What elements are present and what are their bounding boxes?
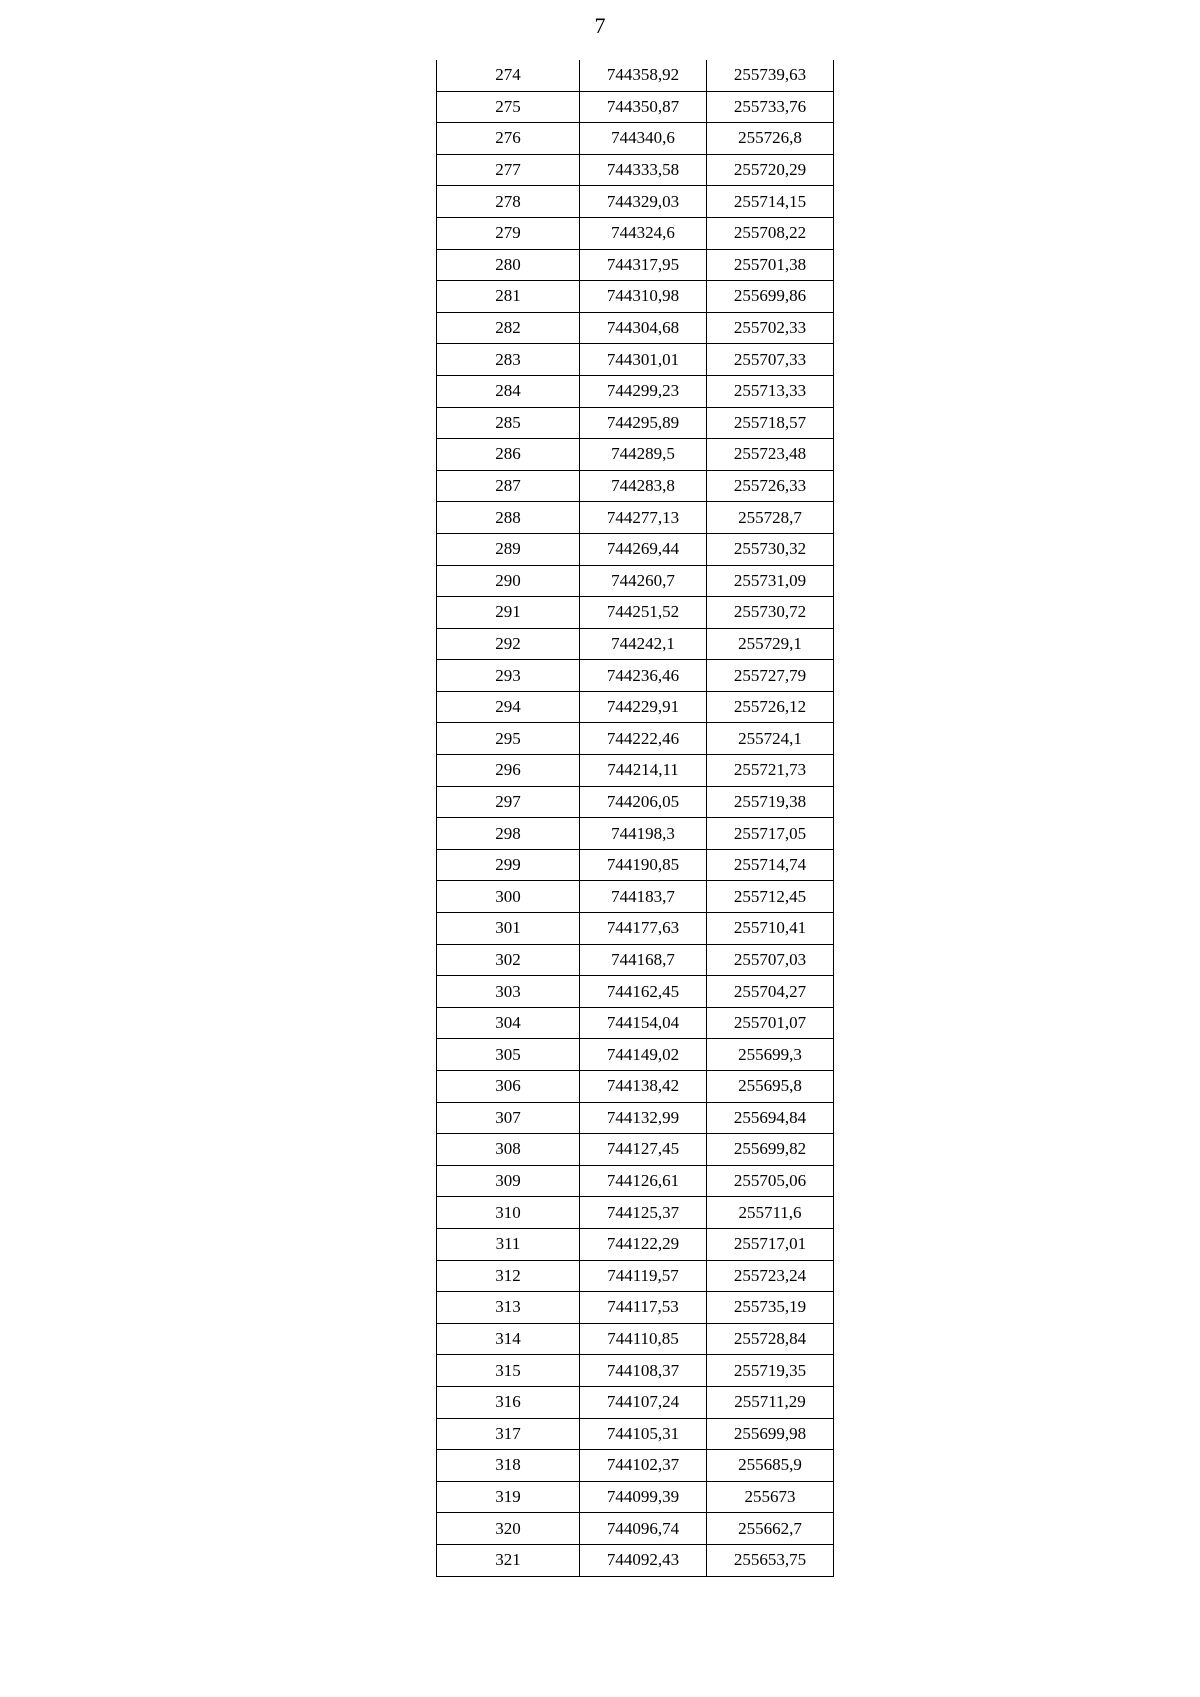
x-coordinate-cell: 744096,74 [580, 1513, 707, 1545]
point-number-cell: 282 [437, 312, 580, 344]
x-coordinate-cell: 744242,1 [580, 628, 707, 660]
x-coordinate-cell: 744283,8 [580, 470, 707, 502]
table-row [437, 755, 834, 787]
y-coordinate-cell: 255707,03 [707, 944, 834, 976]
point-number-cell: 313 [437, 1292, 580, 1324]
y-coordinate-cell: 255699,3 [707, 1039, 834, 1071]
y-coordinate-cell: 255733,76 [707, 91, 834, 123]
table-row [437, 1292, 834, 1324]
y-coordinate-cell: 255723,24 [707, 1260, 834, 1292]
coordinates-table [436, 60, 834, 1577]
point-number-cell: 306 [437, 1071, 580, 1103]
table-row [437, 344, 834, 376]
y-coordinate-cell: 255694,84 [707, 1102, 834, 1134]
point-number-cell: 296 [437, 755, 580, 787]
point-number-cell: 304 [437, 1007, 580, 1039]
y-coordinate-cell: 255714,15 [707, 186, 834, 218]
y-coordinate-cell: 255726,33 [707, 470, 834, 502]
table-row [437, 565, 834, 597]
table-row [437, 1134, 834, 1166]
point-number-cell: 312 [437, 1260, 580, 1292]
point-number-cell: 311 [437, 1228, 580, 1260]
y-coordinate-cell: 255726,12 [707, 691, 834, 723]
table-row [437, 1039, 834, 1071]
table-row [437, 1544, 834, 1576]
table-row [437, 281, 834, 313]
point-number-cell: 317 [437, 1418, 580, 1450]
point-number-cell: 301 [437, 913, 580, 945]
y-coordinate-cell: 255653,75 [707, 1544, 834, 1576]
point-number-cell: 318 [437, 1450, 580, 1482]
x-coordinate-cell: 744190,85 [580, 849, 707, 881]
y-coordinate-cell: 255727,79 [707, 660, 834, 692]
y-coordinate-cell: 255714,74 [707, 849, 834, 881]
y-coordinate-cell: 255730,32 [707, 533, 834, 565]
y-coordinate-cell: 255726,8 [707, 123, 834, 155]
point-number-cell: 298 [437, 818, 580, 850]
table-row [437, 1355, 834, 1387]
table-row [437, 723, 834, 755]
point-number-cell: 302 [437, 944, 580, 976]
table-row [437, 1481, 834, 1513]
table-row [437, 533, 834, 565]
point-number-cell: 274 [437, 60, 580, 91]
y-coordinate-cell: 255719,35 [707, 1355, 834, 1387]
x-coordinate-cell: 744269,44 [580, 533, 707, 565]
point-number-cell: 280 [437, 249, 580, 281]
x-coordinate-cell: 744092,43 [580, 1544, 707, 1576]
y-coordinate-cell: 255721,73 [707, 755, 834, 787]
y-coordinate-cell: 255723,48 [707, 439, 834, 471]
point-number-cell: 288 [437, 502, 580, 534]
y-coordinate-cell: 255685,9 [707, 1450, 834, 1482]
point-number-cell: 287 [437, 470, 580, 502]
x-coordinate-cell: 744107,24 [580, 1386, 707, 1418]
y-coordinate-cell: 255735,19 [707, 1292, 834, 1324]
point-number-cell: 278 [437, 186, 580, 218]
point-number-cell: 291 [437, 597, 580, 629]
x-coordinate-cell: 744149,02 [580, 1039, 707, 1071]
x-coordinate-cell: 744110,85 [580, 1323, 707, 1355]
point-number-cell: 285 [437, 407, 580, 439]
x-coordinate-cell: 744229,91 [580, 691, 707, 723]
x-coordinate-cell: 744126,61 [580, 1165, 707, 1197]
y-coordinate-cell: 255673 [707, 1481, 834, 1513]
table-row [437, 123, 834, 155]
x-coordinate-cell: 744132,99 [580, 1102, 707, 1134]
x-coordinate-cell: 744183,7 [580, 881, 707, 913]
y-coordinate-cell: 255731,09 [707, 565, 834, 597]
point-number-cell: 315 [437, 1355, 580, 1387]
table-row [437, 1260, 834, 1292]
x-coordinate-cell: 744154,04 [580, 1007, 707, 1039]
x-coordinate-cell: 744277,13 [580, 502, 707, 534]
table-row [437, 154, 834, 186]
point-number-cell: 284 [437, 375, 580, 407]
x-coordinate-cell: 744358,92 [580, 60, 707, 91]
table-row [437, 439, 834, 471]
y-coordinate-cell: 255699,98 [707, 1418, 834, 1450]
table-row [437, 186, 834, 218]
table-row [437, 881, 834, 913]
point-number-cell: 308 [437, 1134, 580, 1166]
table-row [437, 60, 834, 91]
x-coordinate-cell: 744122,29 [580, 1228, 707, 1260]
x-coordinate-cell: 744108,37 [580, 1355, 707, 1387]
table-row [437, 91, 834, 123]
y-coordinate-cell: 255705,06 [707, 1165, 834, 1197]
y-coordinate-cell: 255713,33 [707, 375, 834, 407]
point-number-cell: 283 [437, 344, 580, 376]
point-number-cell: 294 [437, 691, 580, 723]
y-coordinate-cell: 255701,38 [707, 249, 834, 281]
table-row [437, 628, 834, 660]
x-coordinate-cell: 744162,45 [580, 976, 707, 1008]
y-coordinate-cell: 255699,82 [707, 1134, 834, 1166]
point-number-cell: 275 [437, 91, 580, 123]
table-row [437, 1102, 834, 1134]
table-row [437, 217, 834, 249]
x-coordinate-cell: 744350,87 [580, 91, 707, 123]
y-coordinate-cell: 255720,29 [707, 154, 834, 186]
point-number-cell: 299 [437, 849, 580, 881]
table-row [437, 470, 834, 502]
y-coordinate-cell: 255728,84 [707, 1323, 834, 1355]
point-number-cell: 297 [437, 786, 580, 818]
table-row [437, 944, 834, 976]
x-coordinate-cell: 744119,57 [580, 1260, 707, 1292]
point-number-cell: 295 [437, 723, 580, 755]
point-number-cell: 289 [437, 533, 580, 565]
y-coordinate-cell: 255662,7 [707, 1513, 834, 1545]
y-coordinate-cell: 255695,8 [707, 1071, 834, 1103]
point-number-cell: 277 [437, 154, 580, 186]
coordinates-table-body [437, 60, 834, 1576]
x-coordinate-cell: 744168,7 [580, 944, 707, 976]
point-number-cell: 319 [437, 1481, 580, 1513]
x-coordinate-cell: 744236,46 [580, 660, 707, 692]
x-coordinate-cell: 744099,39 [580, 1481, 707, 1513]
point-number-cell: 279 [437, 217, 580, 249]
y-coordinate-cell: 255711,29 [707, 1386, 834, 1418]
y-coordinate-cell: 255704,27 [707, 976, 834, 1008]
table-row [437, 1418, 834, 1450]
y-coordinate-cell: 255708,22 [707, 217, 834, 249]
table-row [437, 786, 834, 818]
point-number-cell: 316 [437, 1386, 580, 1418]
x-coordinate-cell: 744214,11 [580, 755, 707, 787]
table-row [437, 1513, 834, 1545]
y-coordinate-cell: 255702,33 [707, 312, 834, 344]
point-number-cell: 310 [437, 1197, 580, 1229]
table-row [437, 312, 834, 344]
point-number-cell: 292 [437, 628, 580, 660]
point-number-cell: 290 [437, 565, 580, 597]
point-number-cell: 281 [437, 281, 580, 313]
point-number-cell: 314 [437, 1323, 580, 1355]
x-coordinate-cell: 744125,37 [580, 1197, 707, 1229]
x-coordinate-cell: 744310,98 [580, 281, 707, 313]
table-row [437, 1450, 834, 1482]
x-coordinate-cell: 744333,58 [580, 154, 707, 186]
table-row [437, 1007, 834, 1039]
table-row [437, 976, 834, 1008]
table-row [437, 1071, 834, 1103]
y-coordinate-cell: 255718,57 [707, 407, 834, 439]
x-coordinate-cell: 744102,37 [580, 1450, 707, 1482]
x-coordinate-cell: 744251,52 [580, 597, 707, 629]
y-coordinate-cell: 255710,41 [707, 913, 834, 945]
point-number-cell: 307 [437, 1102, 580, 1134]
y-coordinate-cell: 255711,6 [707, 1197, 834, 1229]
x-coordinate-cell: 744177,63 [580, 913, 707, 945]
table-row [437, 1228, 834, 1260]
table-row [437, 375, 834, 407]
table-row [437, 407, 834, 439]
point-number-cell: 300 [437, 881, 580, 913]
table-row [437, 849, 834, 881]
y-coordinate-cell: 255739,63 [707, 60, 834, 91]
x-coordinate-cell: 744304,68 [580, 312, 707, 344]
table-row [437, 660, 834, 692]
y-coordinate-cell: 255699,86 [707, 281, 834, 313]
table-row [437, 502, 834, 534]
point-number-cell: 303 [437, 976, 580, 1008]
y-coordinate-cell: 255729,1 [707, 628, 834, 660]
point-number-cell: 286 [437, 439, 580, 471]
point-number-cell: 276 [437, 123, 580, 155]
y-coordinate-cell: 255717,05 [707, 818, 834, 850]
x-coordinate-cell: 744117,53 [580, 1292, 707, 1324]
table-row [437, 1165, 834, 1197]
x-coordinate-cell: 744222,46 [580, 723, 707, 755]
y-coordinate-cell: 255701,07 [707, 1007, 834, 1039]
x-coordinate-cell: 744206,05 [580, 786, 707, 818]
x-coordinate-cell: 744299,23 [580, 375, 707, 407]
table-row [437, 1197, 834, 1229]
x-coordinate-cell: 744260,7 [580, 565, 707, 597]
point-number-cell: 320 [437, 1513, 580, 1545]
point-number-cell: 305 [437, 1039, 580, 1071]
y-coordinate-cell: 255724,1 [707, 723, 834, 755]
point-number-cell: 293 [437, 660, 580, 692]
y-coordinate-cell: 255707,33 [707, 344, 834, 376]
y-coordinate-cell: 255719,38 [707, 786, 834, 818]
x-coordinate-cell: 744198,3 [580, 818, 707, 850]
y-coordinate-cell: 255728,7 [707, 502, 834, 534]
x-coordinate-cell: 744329,03 [580, 186, 707, 218]
table-row [437, 249, 834, 281]
table-row [437, 1386, 834, 1418]
y-coordinate-cell: 255712,45 [707, 881, 834, 913]
x-coordinate-cell: 744295,89 [580, 407, 707, 439]
x-coordinate-cell: 744289,5 [580, 439, 707, 471]
table-row [437, 1323, 834, 1355]
x-coordinate-cell: 744301,01 [580, 344, 707, 376]
page-number: 7 [594, 13, 606, 38]
table-row [437, 913, 834, 945]
x-coordinate-cell: 744340,6 [580, 123, 707, 155]
point-number-cell: 321 [437, 1544, 580, 1576]
y-coordinate-cell: 255730,72 [707, 597, 834, 629]
point-number-cell: 309 [437, 1165, 580, 1197]
table-row [437, 691, 834, 723]
x-coordinate-cell: 744138,42 [580, 1071, 707, 1103]
x-coordinate-cell: 744105,31 [580, 1418, 707, 1450]
x-coordinate-cell: 744127,45 [580, 1134, 707, 1166]
x-coordinate-cell: 744317,95 [580, 249, 707, 281]
y-coordinate-cell: 255717,01 [707, 1228, 834, 1260]
table-row [437, 597, 834, 629]
x-coordinate-cell: 744324,6 [580, 217, 707, 249]
table-row [437, 818, 834, 850]
